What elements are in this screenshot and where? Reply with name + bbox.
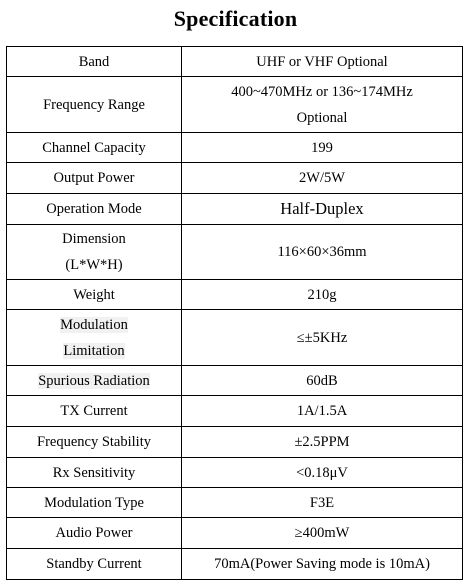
row-value: 199 [182, 133, 463, 163]
row-label: Dimension (L*W*H) [7, 225, 182, 280]
table-row [7, 427, 463, 458]
row-label-text: Spurious Radiation [38, 372, 150, 389]
table-row [7, 488, 463, 518]
row-value: 70mA(Power Saving mode is 10mA) [182, 549, 463, 580]
table-row [7, 366, 463, 396]
row-value: 210g [182, 280, 463, 310]
row-value: <0.18μV [182, 458, 463, 488]
row-label: Modulation Type [7, 488, 182, 518]
row-value: 60dB [182, 366, 463, 396]
table-row [7, 549, 463, 580]
row-label: Weight [7, 280, 182, 310]
row-value: ≥400mW [182, 518, 463, 549]
spec-table [6, 46, 463, 580]
row-label: Frequency Stability [7, 427, 182, 458]
row-value: 2W/5W [182, 163, 463, 194]
row-value: Half-Duplex [182, 194, 463, 225]
row-label-text: Modulation Limitation [60, 316, 128, 359]
table-row [7, 310, 463, 366]
table-row [7, 194, 463, 225]
row-label: Channel Capacity [7, 133, 182, 163]
row-value: UHF or VHF Optional [182, 47, 463, 77]
table-row [7, 518, 463, 549]
row-value: ≤±5KHz [182, 310, 463, 366]
table-row [7, 163, 463, 194]
row-value: ±2.5PPM [182, 427, 463, 458]
row-label: Operation Mode [7, 194, 182, 225]
table-row [7, 77, 463, 133]
row-label [7, 310, 182, 366]
row-label: Audio Power [7, 518, 182, 549]
row-label [7, 366, 182, 396]
row-label: TX Current [7, 396, 182, 427]
row-value: 1A/1.5A [182, 396, 463, 427]
table-row [7, 280, 463, 310]
table-row [7, 133, 463, 163]
table-row [7, 47, 463, 77]
row-value: F3E [182, 488, 463, 518]
page-title: Specification [173, 6, 298, 31]
row-value: 116×60×36mm [182, 225, 463, 280]
table-row [7, 396, 463, 427]
row-label: Band [7, 47, 182, 77]
row-label: Standby Current [7, 549, 182, 580]
row-label: Rx Sensitivity [7, 458, 182, 488]
row-label: Output Power [7, 163, 182, 194]
table-row [7, 458, 463, 488]
row-label: Frequency Range [7, 77, 182, 133]
row-value: 400~470MHz or 136~174MHz Optional [182, 77, 463, 133]
table-row [7, 225, 463, 280]
